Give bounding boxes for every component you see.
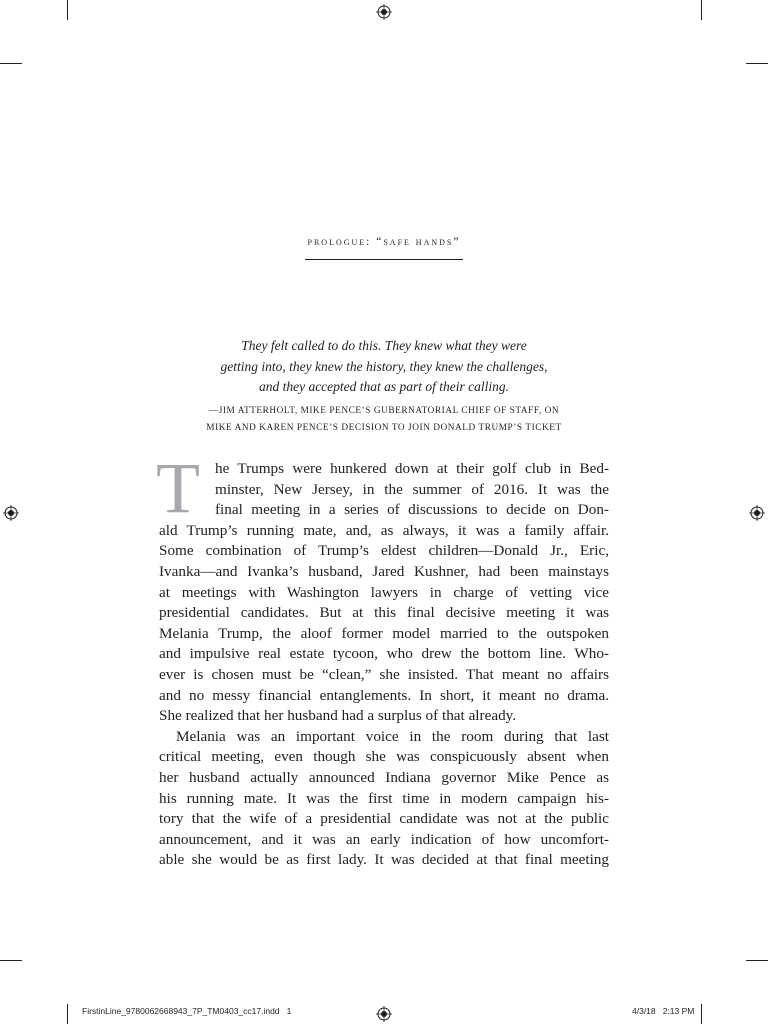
- body-line: presidential candidates. But at this final decisive meeting it was: [159, 604, 609, 622]
- crop-mark-bottom-right: [701, 1004, 702, 1024]
- drop-cap: T: [156, 448, 200, 528]
- slug-datetime: 4/3/18 2:13 PM: [632, 1006, 695, 1016]
- body-line: able she would be as first lady. It was decided at that final meeting: [159, 851, 609, 869]
- attribution-line: —JIM ATTERHOLT, MIKE PENCE’S GUBERNATORIAL CHIEF OF STAFF, ON: [208, 406, 560, 416]
- epigraph-attribution: [160, 403, 608, 437]
- body-line: ald Trump’s running mate, and, as always, it was a family affair.: [159, 521, 609, 539]
- crop-mark-right-top: [746, 63, 768, 64]
- body-line: minster, New Jersey, in the summer of 2016. It was the: [215, 480, 609, 498]
- body-line: announcement, and it was an early indication of how uncomfort-: [159, 830, 609, 848]
- body-line: her husband actually announced Indiana governor Mike Pence as: [159, 768, 609, 786]
- body-line: final meeting in a series of discussions to decide on Don-: [215, 501, 609, 519]
- crop-mark-top-right: [701, 0, 702, 20]
- slug-filename: FirstinLine_9780062668943_7P_TM0403_cc17.indd 1: [82, 1006, 292, 1016]
- crop-mark-right-bottom: [746, 960, 768, 961]
- crop-mark-top-left: [67, 0, 68, 20]
- body-line: he Trumps were hunkered down at their golf club in Bed-: [215, 460, 609, 477]
- registration-mark-bottom-icon: [376, 1006, 392, 1022]
- body-text: [159, 459, 609, 871]
- crop-mark-left-bottom: [0, 960, 22, 961]
- body-line: and no messy financial entanglements. In short, it meant no drama.: [159, 686, 609, 704]
- body-line: and impulsive real estate tycoon, who drew the bottom line. Who-: [159, 645, 609, 663]
- body-line: critical meeting, even though she was conspicuously absent when: [159, 748, 609, 766]
- body-line: Some combination of Trump’s eldest children—Donald Jr., Eric,: [159, 542, 609, 560]
- body-line: Melania Trump, the aloof former model married to the outspoken: [159, 624, 609, 642]
- body-line: at meetings with Washington lawyers in charge of vetting vice: [159, 583, 609, 601]
- attribution-line: MIKE AND KAREN PENCE’S DECISION TO JOIN DONALD TRUMP’S TICKET: [206, 423, 562, 433]
- body-line: ever is chosen must be “clean,” she insisted. That meant no affairs: [159, 665, 609, 683]
- epigraph-line: They felt called to do this. They knew what they were: [241, 338, 527, 353]
- epigraph-line: and they accepted that as part of their calling.: [258, 379, 510, 394]
- chapter-title-rule: [305, 259, 463, 260]
- registration-mark-right-icon: [749, 505, 765, 521]
- registration-mark-left-icon: [3, 505, 19, 521]
- body-line: Melania was an important voice in the room during that last: [176, 727, 609, 745]
- crop-mark-bottom-left: [67, 1004, 68, 1024]
- body-line: his running mate. It was the first time in modern campaign his-: [159, 789, 609, 807]
- crop-mark-left-top: [0, 63, 22, 64]
- registration-mark-top-icon: [376, 4, 392, 20]
- body-line: tory that the wife of a presidential candidate was not at the public: [159, 810, 609, 828]
- epigraph-line: getting into, they knew the history, they knew the challenges,: [220, 358, 548, 374]
- body-line: She realized that her husband had a surplus of that already.: [159, 707, 517, 725]
- body-line: Ivanka—and Ivanka’s husband, Jared Kushner, had been mainstays: [159, 562, 609, 580]
- chapter-title: prologue: “safe hands”: [307, 236, 461, 248]
- epigraph: [160, 336, 608, 398]
